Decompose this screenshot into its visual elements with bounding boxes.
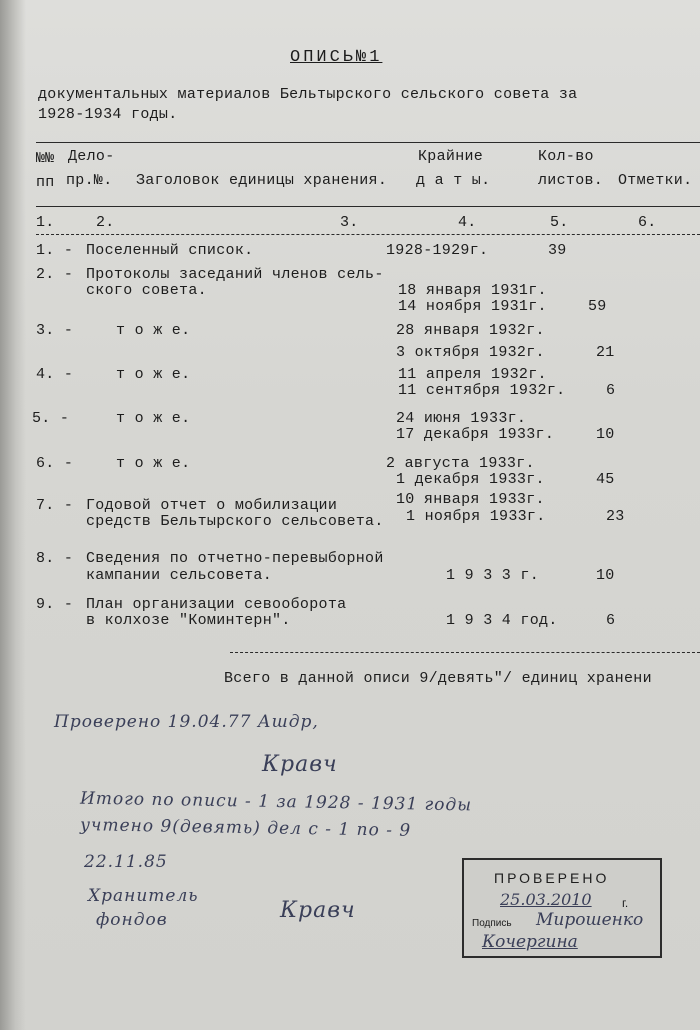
stamp-date: 25.03.2010	[500, 890, 592, 909]
row-number: 7. -	[36, 497, 74, 514]
row-sheets: 21	[596, 344, 615, 361]
col-number: 2.	[96, 214, 115, 231]
total-line: Всего в данной описи 9/девять"/ единиц хранени	[224, 670, 652, 687]
row-title: т о ж е.	[116, 366, 191, 383]
row-title: План организации севооборота	[86, 596, 347, 613]
col-notes-header: Отметки.	[618, 172, 693, 189]
row-title: т о ж е.	[116, 455, 191, 472]
row-date: 11 сентября 1932г.	[398, 382, 566, 399]
row-sheets: 59	[588, 298, 607, 315]
row-date: 18 января 1931г.	[398, 282, 547, 299]
col-number: 1.	[36, 214, 55, 231]
row-sheets: 6	[606, 382, 616, 399]
row-title: в колхозе "Коминтерн".	[86, 612, 291, 629]
row-number: 6. -	[36, 455, 74, 472]
row-title: Протоколы заседаний членов сель-	[86, 266, 384, 283]
row-date: 1 9 3 3 г.	[446, 567, 540, 584]
header-bottom-rule	[36, 206, 700, 207]
row-title: средств Бельтырского сельсовета.	[86, 513, 384, 530]
col-kolvo-header: Кол-во	[538, 148, 594, 165]
handwritten-signature: Кравч	[280, 898, 356, 923]
verification-stamp	[462, 858, 662, 958]
document-subtitle-line2: 1928-1934 годы.	[38, 106, 178, 123]
row-number: 8. -	[36, 550, 74, 567]
handwritten-signature: Кравч	[262, 752, 338, 777]
row-number: 1. -	[36, 242, 74, 259]
handwritten-keeper-line2: фондов	[96, 910, 168, 930]
row-title: Годовой отчет о мобилизации	[86, 497, 338, 514]
col-delo-header: Дело-	[68, 148, 115, 165]
col-number: 4.	[458, 214, 477, 231]
row-title: Сведения по отчетно-перевыборной	[86, 550, 384, 567]
row-date: 2 августа 1933г.	[386, 455, 535, 472]
row-date: 10 января 1933г.	[396, 491, 545, 508]
row-number: 4. -	[36, 366, 74, 383]
col-num-header: №№	[36, 150, 55, 167]
row-title: т о ж е.	[116, 410, 191, 427]
row-sheets: 10	[596, 567, 615, 584]
stamp-signature-label: Подпись	[472, 918, 512, 929]
row-sheets: 6	[606, 612, 616, 629]
row-date: 24 июня 1933г.	[396, 410, 527, 427]
col-number: 3.	[340, 214, 359, 231]
row-sheets: 23	[606, 508, 625, 525]
col-number: 6.	[638, 214, 657, 231]
document-subtitle-line1: документальных материалов Бельтырского сельского совета за	[38, 86, 578, 103]
row-date: 1 декабря 1933г.	[396, 471, 545, 488]
row-sheets: 10	[596, 426, 615, 443]
row-sheets: 45	[596, 471, 615, 488]
col-pp-header: пп	[36, 174, 55, 191]
row-title: Поселенный список.	[86, 242, 254, 259]
row-date: 11 апреля 1932г.	[398, 366, 547, 383]
col-number: 5.	[550, 214, 569, 231]
stamp-year-suffix: г.	[622, 896, 629, 910]
row-number: 2. -	[36, 266, 74, 283]
row-date: 1 9 3 4 год.	[446, 612, 558, 629]
row-date: 17 декабря 1933г.	[396, 426, 555, 443]
col-krajnie-header: Крайние	[418, 148, 484, 165]
stamp-signer-name: Мирошенко	[536, 910, 644, 930]
col-prno-header: пр.№.	[66, 172, 113, 189]
handwritten-date: 22.11.85	[84, 852, 168, 872]
table-top-rule	[36, 142, 700, 143]
row-title: ского совета.	[86, 282, 207, 299]
row-title: т о ж е.	[116, 322, 191, 339]
row-date: 14 ноября 1931г.	[398, 298, 547, 315]
handwritten-summary-line1: Итого по описи - 1 за 1928 - 1931 годы	[79, 788, 473, 816]
total-rule	[230, 652, 700, 653]
col-dates-header: д а т ы.	[416, 172, 491, 189]
col-sheets-header: листов.	[538, 172, 604, 189]
row-sheets: 39	[548, 242, 567, 259]
handwritten-keeper-line1: Хранитель	[88, 886, 199, 906]
numbering-bottom-rule	[36, 234, 700, 235]
row-date: 28 января 1932г.	[396, 322, 545, 339]
stamp-title: ПРОВЕРЕНО	[494, 870, 610, 886]
row-date: 3 октября 1932г.	[396, 344, 545, 361]
col-title-header: Заголовок единицы хранения.	[136, 172, 388, 189]
handwritten-summary-line2: учтено 9(девять) дел с - 1 по - 9	[79, 815, 412, 841]
row-number: 5. -	[32, 410, 70, 427]
stamp-signer-name: Кочергина	[482, 932, 578, 952]
document-title: ОПИСЬ№1	[290, 48, 383, 67]
row-number: 3. -	[36, 322, 74, 339]
row-number: 9. -	[36, 596, 74, 613]
row-title: кампании сельсовета.	[86, 567, 273, 584]
row-date: 1 ноября 1933г.	[406, 508, 546, 525]
handwritten-checked: Проверено 19.04.77 Ашдр,	[54, 712, 319, 732]
row-date: 1928-1929г.	[386, 242, 489, 259]
